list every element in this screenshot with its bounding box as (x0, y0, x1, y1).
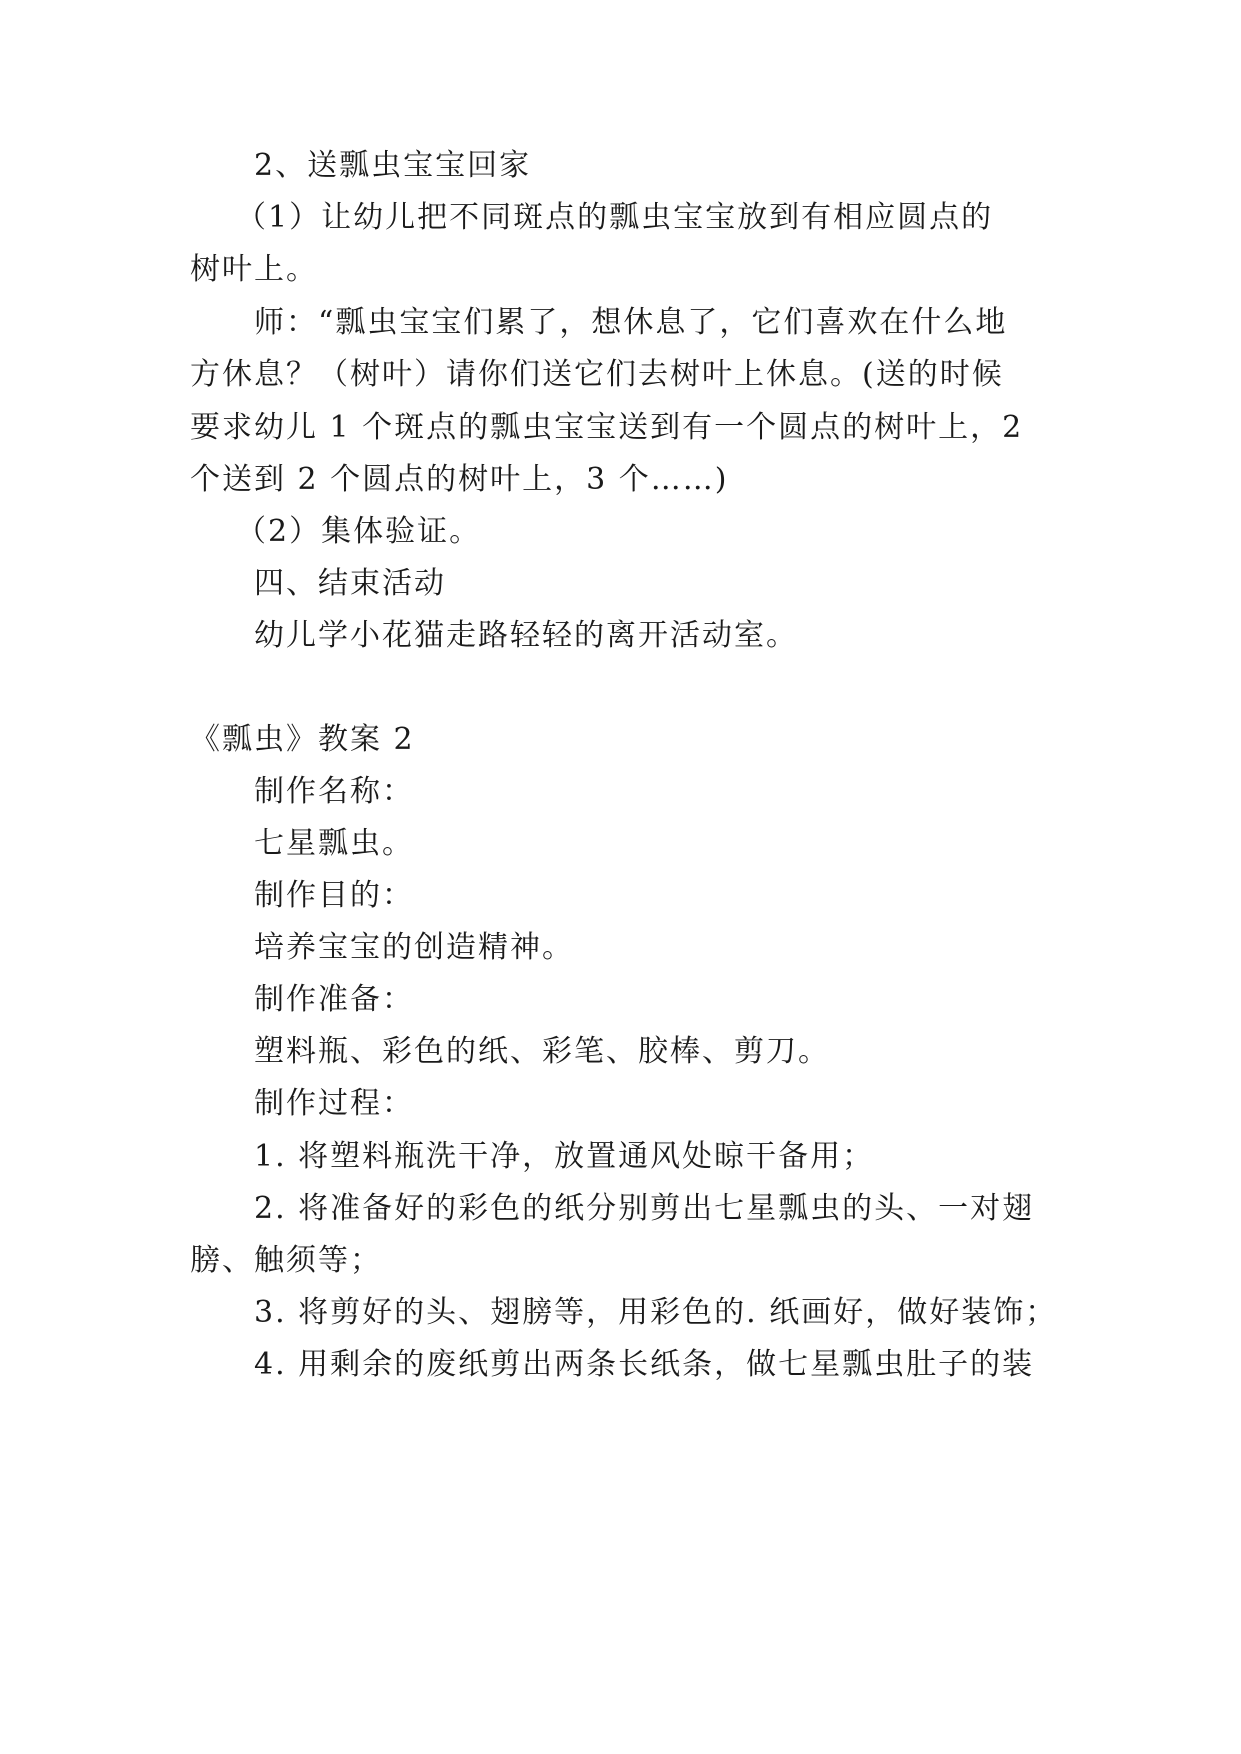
paragraph-line: 培养宝宝的创造精神。 (254, 930, 574, 965)
lesson-plan-title: 《瓢虫》教案 2 (190, 722, 415, 757)
step-line: 膀、触须等； (190, 1243, 382, 1278)
section-heading-send-ladybug-home: 2、送瓢虫宝宝回家 (254, 148, 532, 183)
paragraph-line: 塑料瓶、彩色的纸、彩笔、胶棒、剪刀。 (254, 1034, 830, 1069)
paragraph-line: 方休息？（树叶）请你们送它们去树叶上休息。(送的时候 (190, 357, 1004, 392)
step-line: 4. 用剩余的废纸剪出两条长纸条，做七星瓢虫肚子的装 (254, 1347, 1035, 1382)
paragraph-line: 制作过程： (254, 1086, 414, 1121)
paragraph-line: 制作目的： (254, 878, 414, 913)
paragraph-line: 制作准备： (254, 982, 414, 1017)
paragraph-line: 要求幼儿 1 个斑点的瓢虫宝宝送到有一个圆点的树叶上，2 (190, 410, 1024, 445)
paragraph-line: 幼儿学小花猫走路轻轻的离开活动室。 (254, 618, 798, 653)
paragraph-line: 七星瓢虫。 (254, 826, 414, 861)
step-line: 1. 将塑料瓶洗干净，放置通风处晾干备用； (254, 1139, 875, 1174)
paragraph-line: 树叶上。 (190, 252, 318, 287)
step-line: 3. 将剪好的头、翅膀等，用彩色的. 纸画好，做好装饰； (254, 1295, 1058, 1330)
paragraph-line: （1）让幼儿把不同斑点的瓢虫宝宝放到有相应圆点的 (236, 200, 994, 235)
step-line: 2. 将准备好的彩色的纸分别剪出七星瓢虫的头、一对翅 (254, 1191, 1035, 1226)
paragraph-line: 师：“瓢虫宝宝们累了，想休息了，它们喜欢在什么地 (254, 305, 1008, 340)
paragraph-line: 制作名称： (254, 774, 414, 809)
paragraph-line: 个送到 2 个圆点的树叶上，3 个……) (190, 462, 729, 497)
paragraph-line: （2）集体验证。 (236, 514, 482, 549)
section-heading-end-activity: 四、结束活动 (254, 566, 446, 601)
